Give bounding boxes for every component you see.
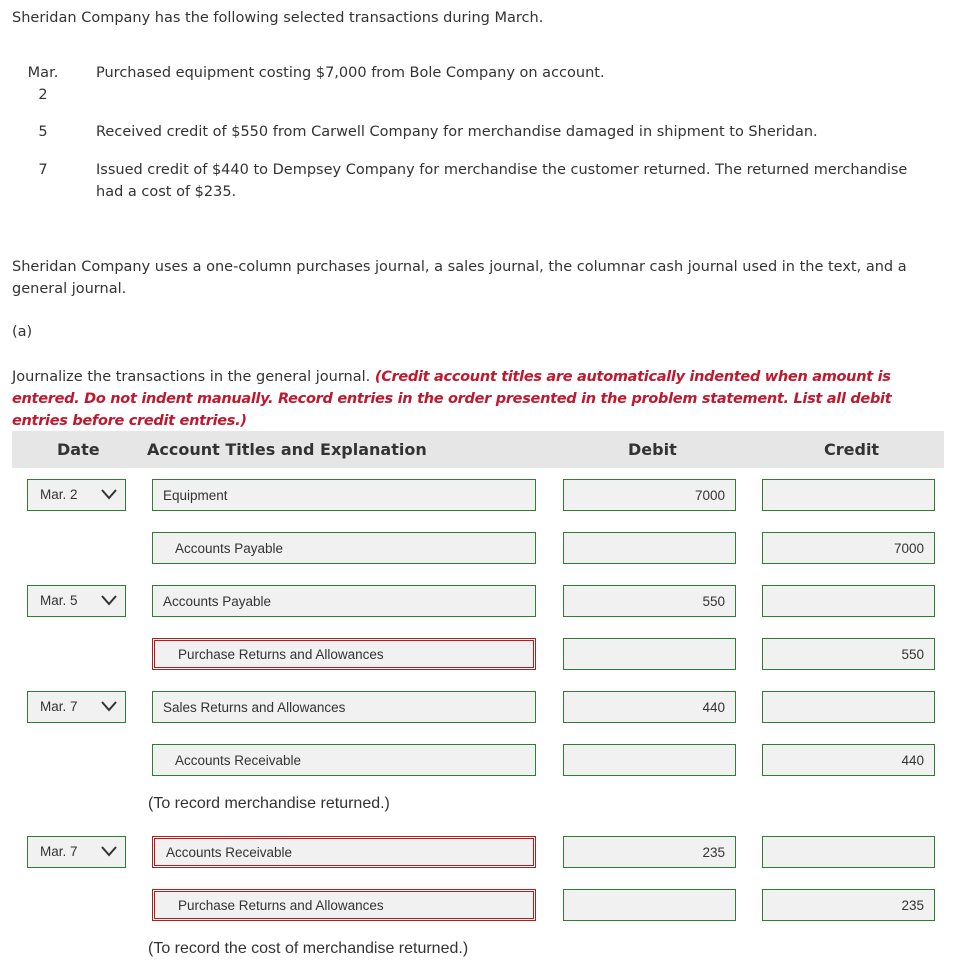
account-input[interactable] [152,744,536,776]
credit-input[interactable] [762,532,935,564]
entry-explanation: (To record merchandise returned.) [148,795,390,812]
debit-input-value: 440 [702,700,725,715]
debit-input-value: 235 [702,845,725,860]
transaction-text: Received credit of $550 from Carwell Company for merchandise damaged in shipment to Sheridan. [96,124,818,140]
credit-input-value: 550 [901,647,924,662]
credit-input[interactable] [762,585,935,617]
date-select-value: Mar. 7 [40,844,78,859]
transaction-day: 7 [38,162,48,178]
part-label: (a) [12,324,33,340]
credit-input[interactable] [762,836,935,868]
intro-text: Sheridan Company has the following selected transactions during March. [12,10,544,26]
entry-explanation: (To record the cost of merchandise returned.) [148,940,469,957]
account-input-value: Equipment [163,488,228,503]
credit-input[interactable] [762,744,935,776]
credit-input[interactable] [762,638,935,670]
chevron-down-icon [101,488,117,500]
credit-input-value: 7000 [893,541,924,556]
transaction-month: Mar. [27,65,59,81]
date-select[interactable] [27,479,126,511]
header-debit: Debit [628,440,677,459]
account-input-value: Purchase Returns and Allowances [178,898,384,913]
credit-input[interactable] [762,479,935,511]
debit-input[interactable] [563,691,736,723]
account-input-value: Accounts Receivable [175,753,302,768]
chevron-down-icon [101,845,117,857]
instruction-red: (Credit account titles are automatically indented when amount is entered. Do not indent manually. Record entries in the order presented in the problem statement. List all debit entries before credit entries.) [12,369,892,429]
account-input-incorrect[interactable] [152,889,536,921]
date-select[interactable] [27,836,126,868]
account-input[interactable] [152,479,536,511]
date-select-value: Mar. 2 [40,487,78,502]
account-input-value: Accounts Receivable [166,845,293,860]
date-select-value: Mar. 7 [40,699,78,714]
date-select-value: Mar. 5 [40,593,78,608]
chevron-down-icon [101,700,117,712]
account-input-incorrect[interactable] [152,638,536,670]
instructions [12,366,942,432]
credit-input-value: 440 [901,753,924,768]
credit-input[interactable] [762,691,935,723]
credit-input-value: 235 [901,898,924,913]
debit-input[interactable] [563,585,736,617]
credit-input[interactable] [762,889,935,921]
debit-input[interactable] [563,479,736,511]
debit-input[interactable] [563,744,736,776]
debit-input[interactable] [563,836,736,868]
account-input[interactable] [152,691,536,723]
date-select[interactable] [27,585,126,617]
debit-input-value: 7000 [694,488,725,503]
account-input-value: Accounts Payable [163,594,272,609]
transaction-day: 2 [38,87,48,103]
transaction-text: Issued credit of $440 to Dempsey Company for merchandise the customer returned. The returned merchandise had a cost of $235. [96,162,908,200]
transaction-text: Purchased equipment costing $7,000 from Bole Company on account. [96,65,605,81]
debit-input[interactable] [563,532,736,564]
journals-note: Sheridan Company uses a one-column purchases journal, a sales journal, the columnar cash journal used in the text, and a general journal. [12,259,907,297]
account-input-value: Accounts Payable [175,541,284,556]
journal-table-header [12,431,944,468]
transaction-day: 5 [38,124,48,140]
debit-input[interactable] [563,638,736,670]
account-input-value: Sales Returns and Allowances [163,700,346,715]
debit-input[interactable] [563,889,736,921]
header-credit: Credit [824,440,880,459]
header-account: Account Titles and Explanation [147,440,427,459]
header-date: Date [57,440,100,459]
account-input[interactable] [152,585,536,617]
instruction-plain: Journalize the transactions in the general journal. [12,369,375,385]
account-input-incorrect[interactable] [152,836,536,868]
account-input[interactable] [152,532,536,564]
account-input-value: Purchase Returns and Allowances [178,647,384,662]
debit-input-value: 550 [702,594,725,609]
date-select[interactable] [27,691,126,723]
chevron-down-icon [101,594,117,606]
